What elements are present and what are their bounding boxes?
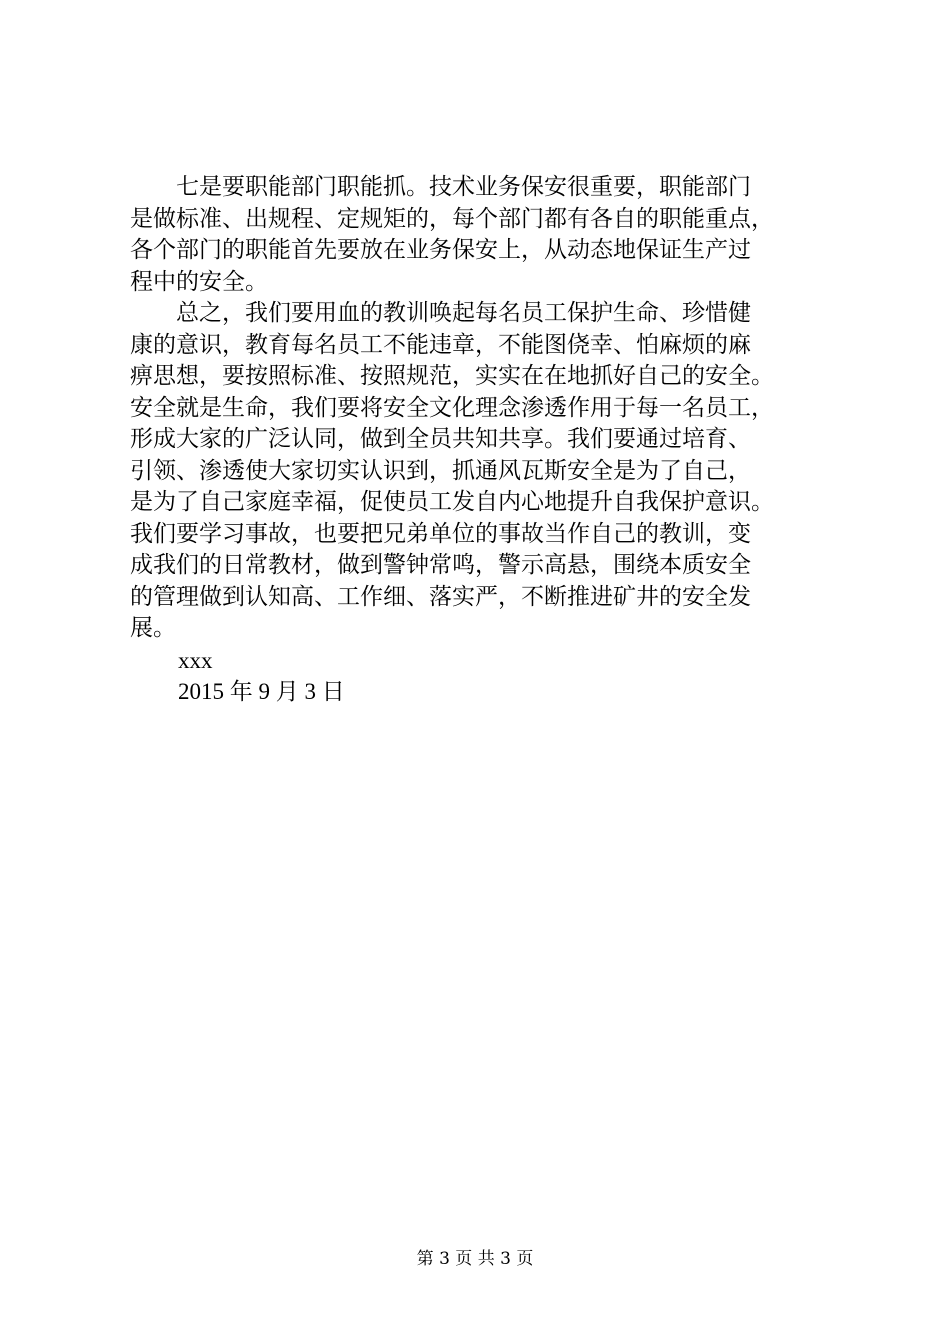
document-date: 2015 年 9 月 3 日 — [178, 679, 345, 704]
document-body — [130, 172, 820, 708]
paragraph-functional-departments: 七是要职能部门职能抓。技术业务保安很重要，职能部门 是做标准、出规程、定规矩的，每个部门都有各自的职能重点， 各个部门的职能首先要放在业务保安上，从动态地保证生产过 程中的安全。 — [130, 174, 774, 295]
page-footer: 第 3 页 共 3 页 — [416, 1249, 534, 1269]
paragraph-conclusion: 总之，我们要用血的教训唤起每名员工保护生命、珍惜健 康的意识，教育每名员工不能违章，不能图侥幸、怕麻烦的麻 痹思想，要按照标准、按照规范，实实在在地抓好自己的安全。 安全就是生命，我们要将安全文化理念渗透作用于每一名员工， 形成大家的广泛认同，做到全员共知共享。我们要通过培育、 引领、渗透使大家切实认识到，抓通风瓦斯安全是为了自己， 是为了自己家庭幸福，促使员工发自内心地提升自我保护意识。 我们要学习事故，也要把兄弟单位的事故当作自己的教训，变 成我们的日常教材，做到警钟常鸣，警示高悬，围绕本质安全 的管理做到认知高、工作细、落实严，不断推进矿井的安全发 展。 — [130, 300, 774, 641]
signature: xxx — [178, 647, 213, 673]
